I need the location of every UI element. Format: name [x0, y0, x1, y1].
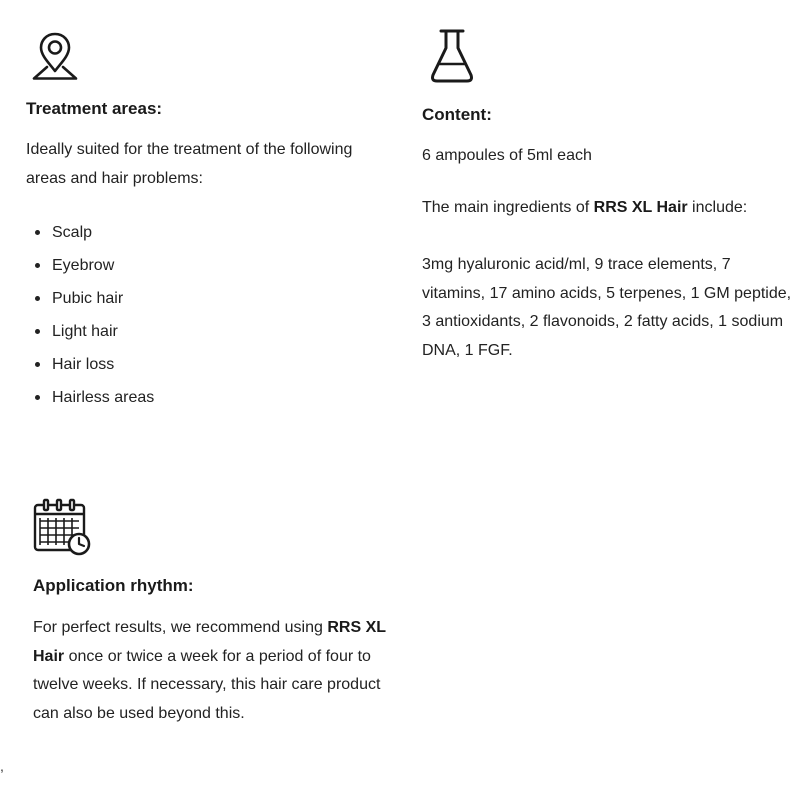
stray-mark: , — [0, 758, 4, 774]
list-item: Scalp — [26, 216, 326, 249]
list-item: Light hair — [26, 315, 326, 348]
content-ingredients-list: 3mg hyaluronic acid/ml, 9 trace elements, 7 vitamins, 17 amino acids, 5 terpenes, 1 GM peptide, 3 antioxidants, 2 flavonoids, 2 fatty acids, 1 sodium DNA, 1 FGF. — [422, 256, 792, 359]
treatment-intro: Ideally suited for the treatment of the following areas and hair problems: — [26, 141, 353, 187]
application-suffix: once or twice a week for a period of four to twelve weeks. If necessary, this hair care product can also be used beyond this. — [33, 647, 381, 722]
product-name: RRS XL Hair — [33, 619, 386, 665]
content-ampoules: 6 ampoules of 5ml each — [422, 147, 592, 164]
map-pin-icon — [30, 30, 80, 82]
flask-icon — [428, 28, 476, 84]
calendar-clock-icon — [33, 498, 91, 556]
treatment-list — [26, 216, 326, 414]
product-name: RRS XL Hair — [593, 199, 688, 216]
content-ingredients-intro — [422, 194, 792, 223]
list-item: Hair loss — [26, 348, 326, 381]
list-item: Hairless areas — [26, 381, 326, 414]
treatment-heading: Treatment areas: — [26, 99, 163, 118]
ingredients-prefix: The main ingredients of — [422, 199, 594, 216]
list-item: Eyebrow — [26, 249, 326, 282]
application-heading: Application rhythm: — [33, 576, 194, 595]
ingredients-suffix: include: — [687, 199, 748, 216]
application-prefix: For perfect results, we recommend using — [33, 619, 328, 636]
application-text — [33, 614, 398, 728]
list-item: Pubic hair — [26, 282, 326, 315]
content-heading: Content: — [422, 105, 492, 124]
